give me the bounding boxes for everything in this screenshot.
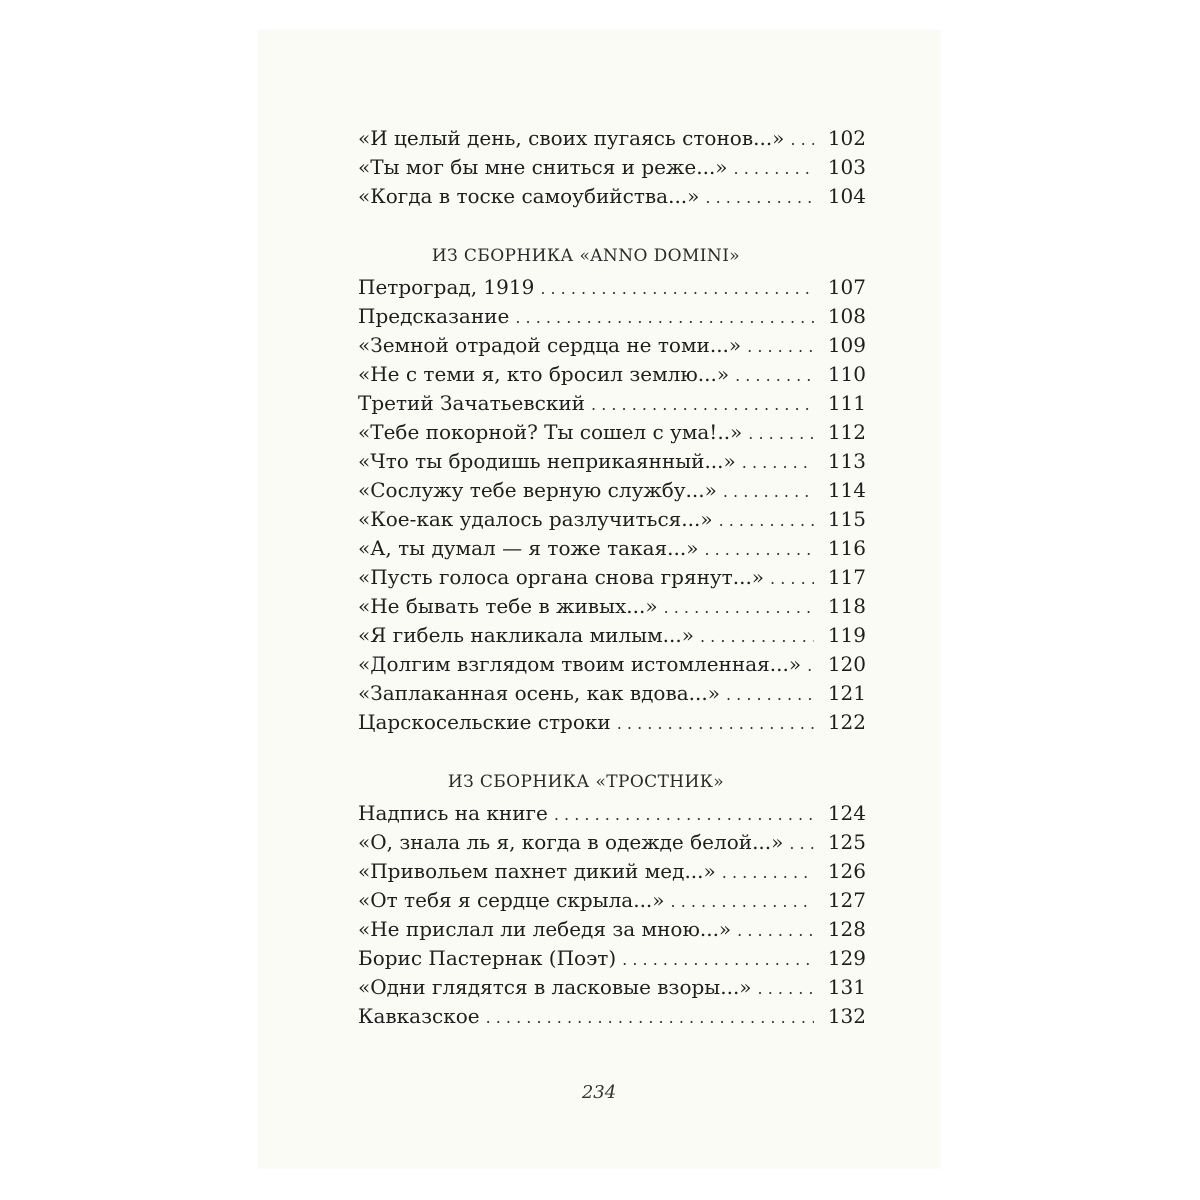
toc-entry-page: 125 [827, 830, 866, 854]
dot-leader [723, 477, 814, 506]
toc-entry-page: 104 [827, 184, 866, 208]
toc-entry-title: «Заплаканная осень, как вдова...» [358, 681, 720, 705]
table-of-contents [358, 124, 866, 1031]
toc-entry-page: 113 [827, 449, 866, 473]
dot-leader [790, 125, 814, 154]
dot-leader [770, 564, 814, 593]
toc-entry-title: «Не прислал ли лебедя за мною...» [358, 917, 732, 941]
dot-leader [664, 593, 814, 622]
toc-entry-title: «Долгим взглядом твоим истомленная...» [358, 652, 802, 676]
page-number: 234 [581, 1082, 617, 1103]
toc-entry-title: «И целый день, своих пугаясь стонов...» [358, 126, 785, 150]
dot-leader [515, 303, 814, 332]
toc-entry-title: «Ты мог бы мне сниться и реже...» [358, 155, 728, 179]
toc-entry-title: «Не с теми я, кто бросил землю...» [358, 362, 730, 386]
toc-entry-page: 108 [827, 304, 866, 328]
toc-entry [358, 621, 866, 650]
toc-entry-page: 120 [827, 652, 866, 676]
dot-leader [617, 709, 814, 738]
toc-entry-title: «А, ты думал — я тоже такая...» [358, 536, 699, 560]
dot-leader [726, 680, 814, 709]
dot-leader [789, 829, 814, 858]
toc-entry-page: 114 [827, 478, 866, 502]
toc-entry-title: «Я гибель накликала милым...» [358, 623, 694, 647]
toc-entry [358, 331, 866, 360]
toc-entry-title: «Одни глядятся в ласковые взоры...» [358, 975, 752, 999]
toc-entry [358, 886, 866, 915]
dot-leader [554, 800, 814, 829]
dot-leader [622, 945, 814, 974]
dot-leader [540, 274, 814, 303]
toc-entry-title: «Тебе покорной? Ты сошел с ума!..» [358, 420, 743, 444]
toc-entry [358, 828, 866, 857]
toc-entry-title: Царскосельские строки [358, 710, 611, 734]
toc-entry-page: 107 [827, 275, 866, 299]
toc-entry [358, 418, 866, 447]
dot-leader [486, 1003, 814, 1032]
dot-leader [734, 154, 814, 183]
toc-entry-title: «Земной отрадой сердца не томи...» [358, 333, 742, 357]
toc-entry-page: 117 [827, 565, 866, 589]
toc-entry [358, 799, 866, 828]
dot-leader [758, 974, 814, 1003]
toc-entry [358, 476, 866, 505]
toc-entry-page: 116 [827, 536, 866, 560]
toc-entry-page: 119 [827, 623, 866, 647]
toc-entry-title: «О, знала ль я, когда в одежде белой...» [358, 830, 784, 854]
toc-entry [358, 360, 866, 389]
toc-entry [358, 708, 866, 737]
toc-entry-page: 118 [827, 594, 866, 618]
toc-entry [358, 534, 866, 563]
toc-section-anno-domini [358, 239, 866, 737]
toc-entry [358, 273, 866, 302]
dot-leader [735, 361, 814, 390]
toc-entry-page: 109 [827, 333, 866, 357]
dot-leader [737, 916, 814, 945]
toc-entry-page: 102 [827, 126, 866, 150]
dot-leader [705, 183, 814, 212]
toc-entry-title: «Что ты бродишь неприкаянный...» [358, 449, 736, 473]
dot-leader [747, 332, 814, 361]
toc-entry [358, 650, 866, 679]
toc-section-trostnik [358, 765, 866, 1031]
toc-entry [358, 915, 866, 944]
toc-entry-page: 115 [827, 507, 866, 531]
dot-leader [700, 622, 814, 651]
dot-leader [748, 419, 814, 448]
toc-entry-title: Надпись на книге [358, 801, 548, 825]
toc-entry-title: Петроград, 1919 [358, 275, 535, 299]
toc-entry [358, 679, 866, 708]
toc-entry-title: «Пусть голоса органа снова грянут...» [358, 565, 765, 589]
toc-entry [358, 447, 866, 476]
dot-leader [671, 887, 814, 916]
dot-leader [742, 448, 814, 477]
toc-entry-title: Кавказское [358, 1004, 480, 1028]
toc-entry [358, 505, 866, 534]
section-heading: ИЗ СБОРНИКА «ТРОСТНИК» [447, 772, 725, 792]
toc-entry-page: 131 [827, 975, 866, 999]
toc-entry [358, 944, 866, 973]
toc-entry-page: 112 [827, 420, 866, 444]
toc-entry-title: «Не бывать тебе в живых...» [358, 594, 658, 618]
toc-entry [358, 592, 866, 621]
toc-entry-page: 110 [827, 362, 866, 386]
dot-leader [807, 651, 814, 680]
toc-entry [358, 1002, 866, 1031]
toc-section-1 [358, 124, 866, 211]
toc-entry-page: 126 [827, 859, 866, 883]
toc-entry [358, 124, 866, 153]
toc-entry-page: 122 [827, 710, 866, 734]
toc-entry-title: «Сослужу тебе верную службу...» [358, 478, 717, 502]
toc-entry [358, 302, 866, 331]
toc-entry-title: «Когда в тоске самоубийства...» [358, 184, 700, 208]
toc-entry-title: «От тебя я сердце скрыла...» [358, 888, 665, 912]
toc-entry-title: «Привольем пахнет дикий мед...» [358, 859, 716, 883]
toc-entry-title: Третий Зачатьевский [358, 391, 586, 415]
toc-entry [358, 563, 866, 592]
dot-leader [704, 535, 814, 564]
dot-leader [722, 858, 814, 887]
toc-entry-page: 121 [827, 681, 866, 705]
toc-entry-page: 128 [827, 917, 866, 941]
toc-entry-page: 103 [827, 155, 866, 179]
toc-entry-page: 111 [827, 391, 866, 415]
toc-entry-title: «Кое-как удалось разлучиться...» [358, 507, 713, 531]
toc-entry-title: Предсказание [358, 304, 510, 328]
section-heading: ИЗ СБОРНИКА «ANNO DOMINI» [431, 246, 741, 266]
toc-entry [358, 857, 866, 886]
dot-leader [591, 390, 814, 419]
toc-entry-title: Борис Пастернак (Поэт) [358, 946, 617, 970]
toc-entry [358, 182, 866, 211]
toc-entry [358, 153, 866, 182]
toc-entry-page: 124 [827, 801, 866, 825]
toc-entry-page: 129 [827, 946, 866, 970]
toc-entry-page: 127 [827, 888, 866, 912]
dot-leader [719, 506, 814, 535]
toc-entry [358, 973, 866, 1002]
toc-entry-page: 132 [827, 1004, 866, 1028]
toc-entry [358, 389, 866, 418]
